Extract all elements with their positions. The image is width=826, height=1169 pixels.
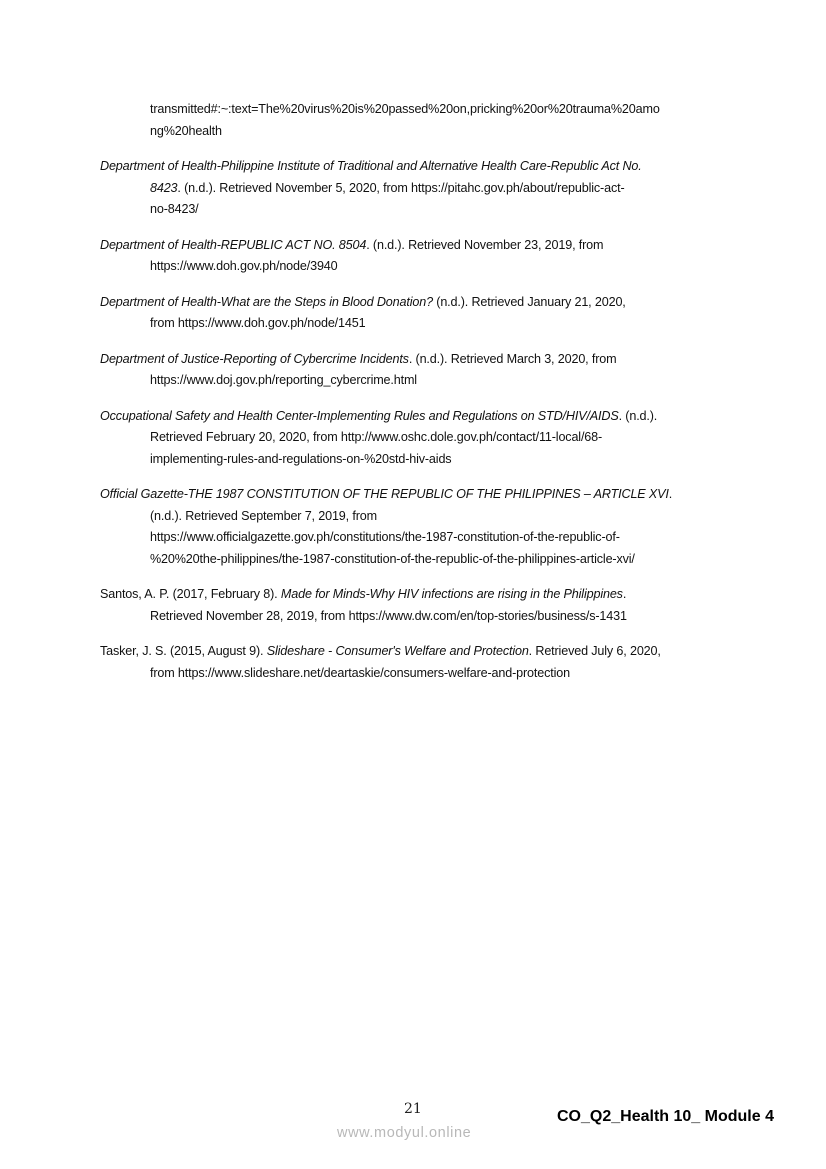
reference-entry <box>100 156 740 221</box>
reference-text: . <box>668 487 673 501</box>
reference-title: Made for Minds-Why HIV infections are rising in the Philippines <box>280 587 623 601</box>
reference-line <box>100 506 740 528</box>
reference-text: %20%20the-philippines/the-1987-constitution-of-the-republic-of-the-philippines-article-xvi/ <box>150 551 635 566</box>
reference-line <box>100 527 740 549</box>
reference-line <box>100 178 740 200</box>
reference-title: 8423 <box>150 180 178 195</box>
reference-text: from https://www.slideshare.net/deartaskie/consumers-welfare-and-protection <box>150 665 570 680</box>
reference-list <box>100 99 740 698</box>
reference-entry <box>100 292 740 335</box>
reference-line <box>100 584 740 606</box>
reference-text: https://www.officialgazette.gov.ph/constitutions/the-1987-constitution-of-the-republic-of- <box>150 530 620 544</box>
reference-text: . Retrieved July 6, 2020, <box>528 644 661 658</box>
watermark: www.modyul.online <box>337 1125 472 1141</box>
reference-text: (n.d.). Retrieved September 7, 2019, from <box>150 508 377 523</box>
reference-text: ng%20health <box>150 123 222 138</box>
reference-line <box>100 549 740 571</box>
reference-title: Department of Justice-Reporting of Cybercrime Incidents <box>100 351 409 366</box>
reference-line <box>100 606 740 628</box>
reference-text: from https://www.doh.gov.ph/node/1451 <box>150 316 366 330</box>
reference-text: transmitted#:~:text=The%20virus%20is%20passed%20on,pricking%20or%20trauma%20amo <box>150 102 660 116</box>
reference-text: . <box>622 587 627 601</box>
reference-line <box>100 256 740 278</box>
reference-line <box>100 313 740 335</box>
reference-entry <box>100 349 740 392</box>
reference-entry <box>100 584 740 627</box>
reference-line <box>100 156 740 178</box>
reference-text: (n.d.). Retrieved January 21, 2020, <box>432 294 626 309</box>
reference-line <box>100 449 740 471</box>
reference-line <box>100 663 740 685</box>
reference-entry <box>100 99 740 142</box>
reference-text: Retrieved February 20, 2020, from http://www.oshc.dole.gov.ph/contact/11-local/68- <box>150 430 603 444</box>
reference-text: Retrieved November 28, 2019, from https://www.dw.com/en/top-stories/business/s-1431 <box>150 608 627 623</box>
reference-line <box>100 99 740 121</box>
reference-line <box>100 349 740 371</box>
reference-line <box>100 427 740 449</box>
reference-title: Department of Health-REPUBLIC ACT NO. 8504 <box>100 237 367 252</box>
page-number: 21 <box>404 1101 422 1117</box>
reference-text: Santos, A. P. (2017, February 8). <box>100 587 281 601</box>
reference-line <box>100 199 740 221</box>
reference-entry <box>100 641 740 684</box>
reference-line <box>100 292 740 314</box>
reference-text: no-8423/ <box>150 202 199 216</box>
reference-text: Tasker, J. S. (2015, August 9). <box>100 644 267 658</box>
reference-line <box>100 121 740 143</box>
reference-entry <box>100 484 740 570</box>
reference-text: . (n.d.). Retrieved March 3, 2020, from <box>408 351 617 366</box>
reference-line <box>100 370 740 392</box>
reference-entry <box>100 235 740 278</box>
reference-line <box>100 406 740 428</box>
reference-text: . (n.d.). Retrieved November 5, 2020, from https://pitahc.gov.ph/about/republic-act- <box>177 180 625 195</box>
reference-text: . (n.d.). <box>618 408 658 423</box>
reference-text: . (n.d.). Retrieved November 23, 2019, from <box>366 237 604 252</box>
reference-text: https://www.doh.gov.ph/node/3940 <box>150 259 338 273</box>
reference-line <box>100 484 740 506</box>
reference-text: https://www.doj.gov.ph/reporting_cybercrime.html <box>150 373 417 387</box>
reference-title: Slideshare - Consumer's Welfare and Protection <box>266 644 529 658</box>
reference-entry <box>100 406 740 471</box>
reference-line <box>100 235 740 257</box>
reference-title: Department of Health-Philippine Institute of Traditional and Alternative Health Care-Republic Act No. <box>100 159 642 173</box>
reference-line <box>100 641 740 663</box>
reference-text: implementing-rules-and-regulations-on-%20std-hiv-aids <box>150 451 452 466</box>
reference-title: Department of Health-What are the Steps in Blood Donation? <box>100 294 433 309</box>
reference-title: Official Gazette-THE 1987 CONSTITUTION OF THE REPUBLIC OF THE PHILIPPINES – ARTICLE XVI <box>100 487 669 501</box>
reference-title: Occupational Safety and Health Center-Implementing Rules and Regulations on STD/HIV/AIDS <box>100 408 619 423</box>
module-label: CO_Q2_Health 10_ Module 4 <box>557 1108 774 1125</box>
